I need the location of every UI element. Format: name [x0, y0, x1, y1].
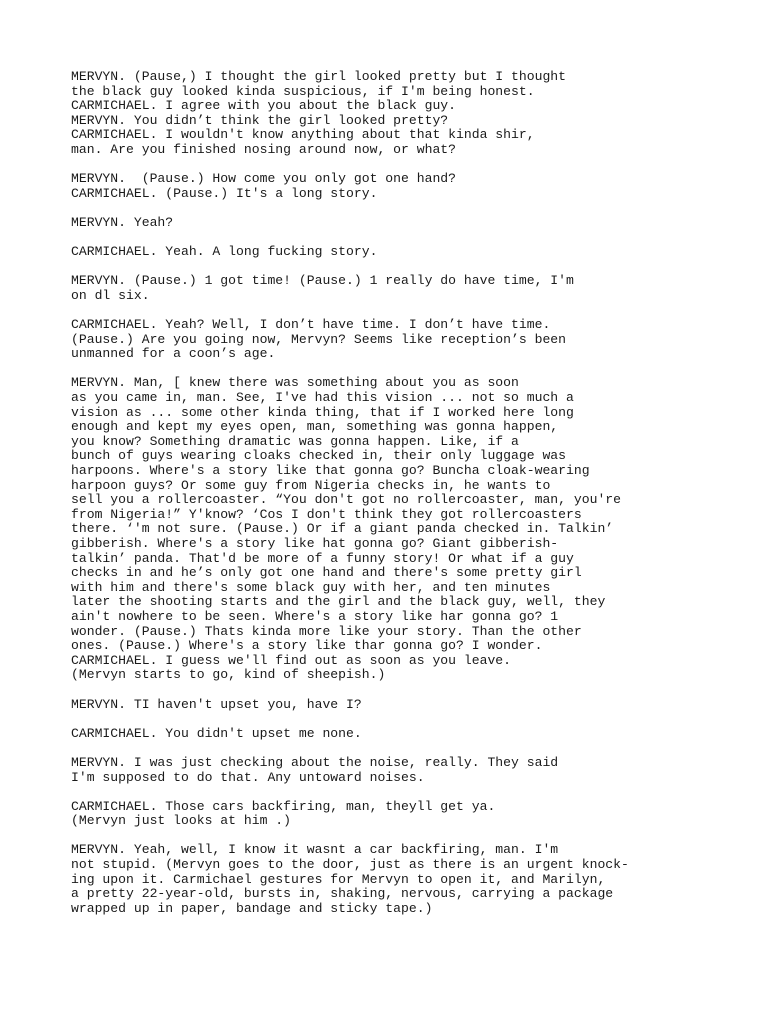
script-line: ones. (Pause.) Where's a story like thar gonna go? I wonder. [71, 638, 543, 654]
script-line: gibberish. Where's a story like hat gonna go? Giant gibberish- [71, 536, 559, 551]
script-line: unmanned for a coon’s age. [71, 346, 276, 362]
script-line: (Mervyn just looks at him .) [71, 813, 292, 829]
script-page [71, 70, 751, 931]
script-line: vision as ... some other kinda thing, that if I worked here long [71, 404, 574, 420]
script-line: man. Are you finished nosing around now, or what? [71, 141, 457, 157]
script-line: CARMICHAEL. I wouldn't know anything about that kinda shir, [71, 127, 535, 143]
dialogue-paragraph [71, 216, 751, 231]
script-line: checks in and he’s only got one hand and there's some pretty girl [71, 565, 582, 581]
script-line: wonder. (Pause.) Thats kinda more like your story. Than the other [71, 623, 582, 639]
dialogue-paragraph [71, 70, 751, 158]
script-line: CARMICHAEL. Those cars backfiring, man, theyll get ya. [71, 798, 496, 814]
script-line: you know? Something dramatic was gonna happen. Like, if a [71, 433, 519, 449]
script-line: wrapped up in paper, bandage and sticky tape.) [71, 900, 433, 916]
dialogue-paragraph [71, 800, 751, 829]
dialogue-paragraph [71, 274, 751, 303]
script-line: harpoons. Where's a story like that gonna go? Buncha cloak-wearing [71, 463, 590, 479]
script-line: MERVYN. I was just checking about the noise, really. They said [71, 754, 559, 770]
script-line: MERVYN. (Pause.) How come you only got one hand? [71, 171, 457, 187]
script-line: (Pause.) Are you going now, Mervyn? Seems like reception’s been [71, 331, 567, 347]
script-line: on dl six. [71, 287, 150, 303]
script-line: as you came in, man. See, I've had this vision ... not so much a [71, 390, 574, 406]
script-line: harpoon guys? Or some guy from Nigeria checks in, he wants to [71, 477, 551, 493]
script-line: talkin’ panda. That'd be more of a funny story! Or what if a guy [71, 550, 574, 566]
script-line: MERVYN. (Pause,) I thought the girl looked pretty but I thought [71, 69, 567, 84]
dialogue-paragraph [71, 843, 751, 916]
script-line: with him and there's some black guy with her, and ten minutes [71, 579, 551, 595]
script-line: there. ‘'m not sure. (Pause.) Or if a giant panda checked in. Talkin’ [71, 521, 614, 537]
dialogue-paragraph [71, 727, 751, 742]
dialogue-paragraph [71, 172, 751, 201]
script-line: (Mervyn starts to go, kind of sheepish.) [71, 667, 386, 683]
script-line: CARMICHAEL. Yeah. A long fucking story. [71, 244, 378, 260]
script-line: CARMICHAEL. Yeah? Well, I don’t have time. I don’t have time. [71, 317, 551, 333]
dialogue-paragraph [71, 245, 751, 260]
script-line: I'm supposed to do that. Any untoward noises. [71, 769, 425, 785]
script-line: CARMICHAEL. I guess we'll find out as soon as you leave. [71, 652, 512, 668]
script-line: MERVYN. (Pause.) 1 got time! (Pause.) 1 really do have time, I'm [71, 273, 574, 289]
script-line: CARMICHAEL. You didn't upset me none. [71, 725, 362, 741]
script-line: a pretty 22-year-old, bursts in, shaking, nervous, carrying a package [71, 886, 614, 902]
script-line: MERVYN. Yeah? [71, 214, 174, 230]
script-line: bunch of guys wearing cloaks checked in, their only luggage was [71, 448, 567, 464]
script-line: CARMICHAEL. I agree with you about the black guy. [71, 98, 457, 114]
script-line: ain't nowhere to be seen. Where's a story like har gonna go? 1 [71, 608, 559, 624]
script-line: MERVYN. Yeah, well, I know it wasnt a car backfiring, man. I'm [71, 842, 559, 858]
dialogue-paragraph [71, 376, 751, 682]
script-line: CARMICHAEL. (Pause.) It's a long story. [71, 185, 378, 201]
dialogue-paragraph [71, 756, 751, 785]
script-line: the black guy looked kinda suspicious, if I'm being honest. [71, 83, 535, 99]
script-line: sell you a rollercoaster. “You don't got no rollercoaster, man, you're [71, 492, 622, 508]
script-line: MERVYN. You didn’t think the girl looked pretty? [71, 112, 449, 128]
script-line: not stupid. (Mervyn goes to the door, just as there is an urgent knock- [71, 857, 629, 873]
script-line: MERVYN. Man, [ knew there was something about you as soon [71, 375, 519, 391]
script-line: enough and kept my eyes open, man, something was gonna happen, [71, 419, 559, 435]
script-line: later the shooting starts and the girl and the black guy, well, they [71, 594, 606, 610]
script-line: from Nigeria!” Y'know? ‘Cos I don't think they got rollercoasters [71, 506, 582, 522]
script-line: ing upon it. Carmichael gestures for Mervyn to open it, and Marilyn, [71, 871, 606, 887]
dialogue-paragraph [71, 698, 751, 713]
script-line: MERVYN. TI haven't upset you, have I? [71, 696, 362, 712]
dialogue-paragraph [71, 318, 751, 362]
